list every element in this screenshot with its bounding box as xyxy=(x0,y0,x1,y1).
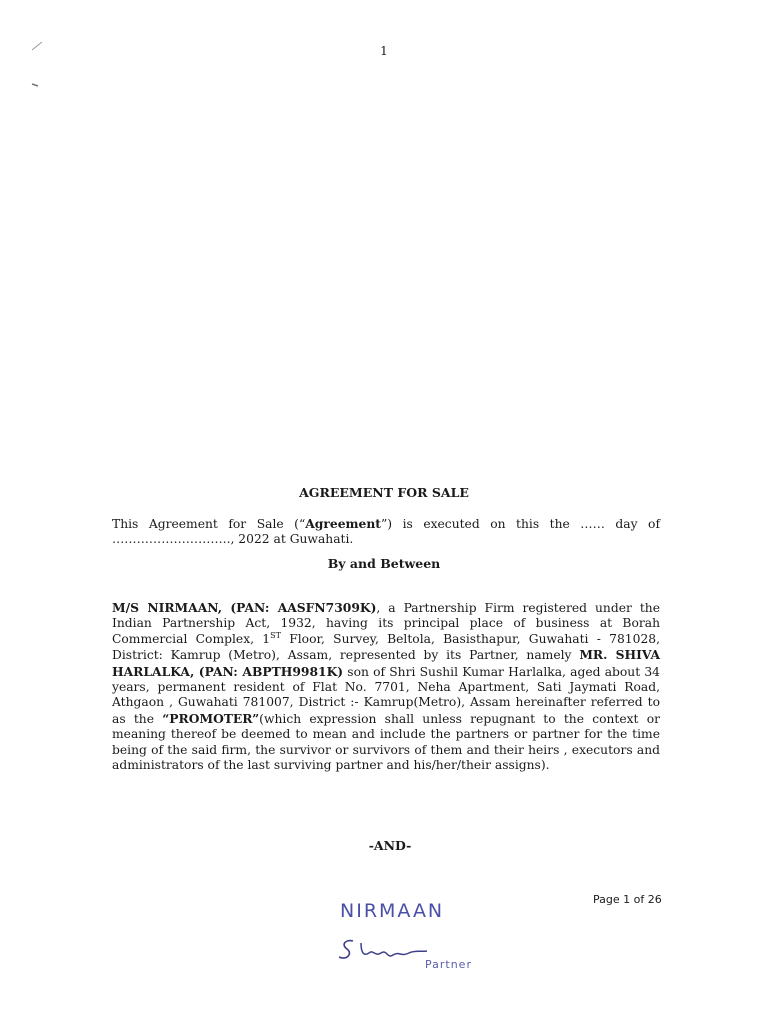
promoter-paragraph: M/S NIRMAAN, (PAN: AASFN7309K), a Partnership Firm registered under the Indian Partnership Act, 1932, having its principal place of business at Borah Commercial Complex, 1ST Floor, Survey, Beltola, Basisthapur, Guwahati - 781028, District: Kamrup (Metro), Assam, represented by its Partner, namely MR. SHIVA HARLALKA, (PAN: ABPTH9981K) son of Shri Sushil Kumar Harlalka, aged about 34 years, permanent resident of Flat No. 7701, Neha Apartment, Sati Jaymati Road, Athgaon , Guwahati 781007, District :- Kamrup(Metro), Assam hereinafter referred to as the “PROMOTER”(which expression shall unless repugnant to the context or meaning thereof be deemed to mean and include the partners or partner for the time being of the said firm, the survivor or survivors of them and their heirs , executors and administrators of the last surviving partner and his/her/their assigns). xyxy=(112,600,660,773)
and-separator: -AND- xyxy=(368,838,412,853)
page-number: 1 xyxy=(380,44,388,58)
stamp-role: Partner xyxy=(425,958,472,971)
scan-mark-left xyxy=(30,80,40,88)
intro-paragraph: This Agreement for Sale (“Agreement”) is executed on this the …… day of ……………………….., 2022 at Guwahati. xyxy=(112,516,660,547)
by-and-between-heading: By and Between xyxy=(327,556,441,571)
stamp-firm-name: NIRMAAN xyxy=(340,900,445,922)
document-title: AGREEMENT FOR SALE xyxy=(299,485,469,500)
signature-image xyxy=(335,935,435,971)
footer-page-label: Page 1 of 26 xyxy=(593,893,662,906)
